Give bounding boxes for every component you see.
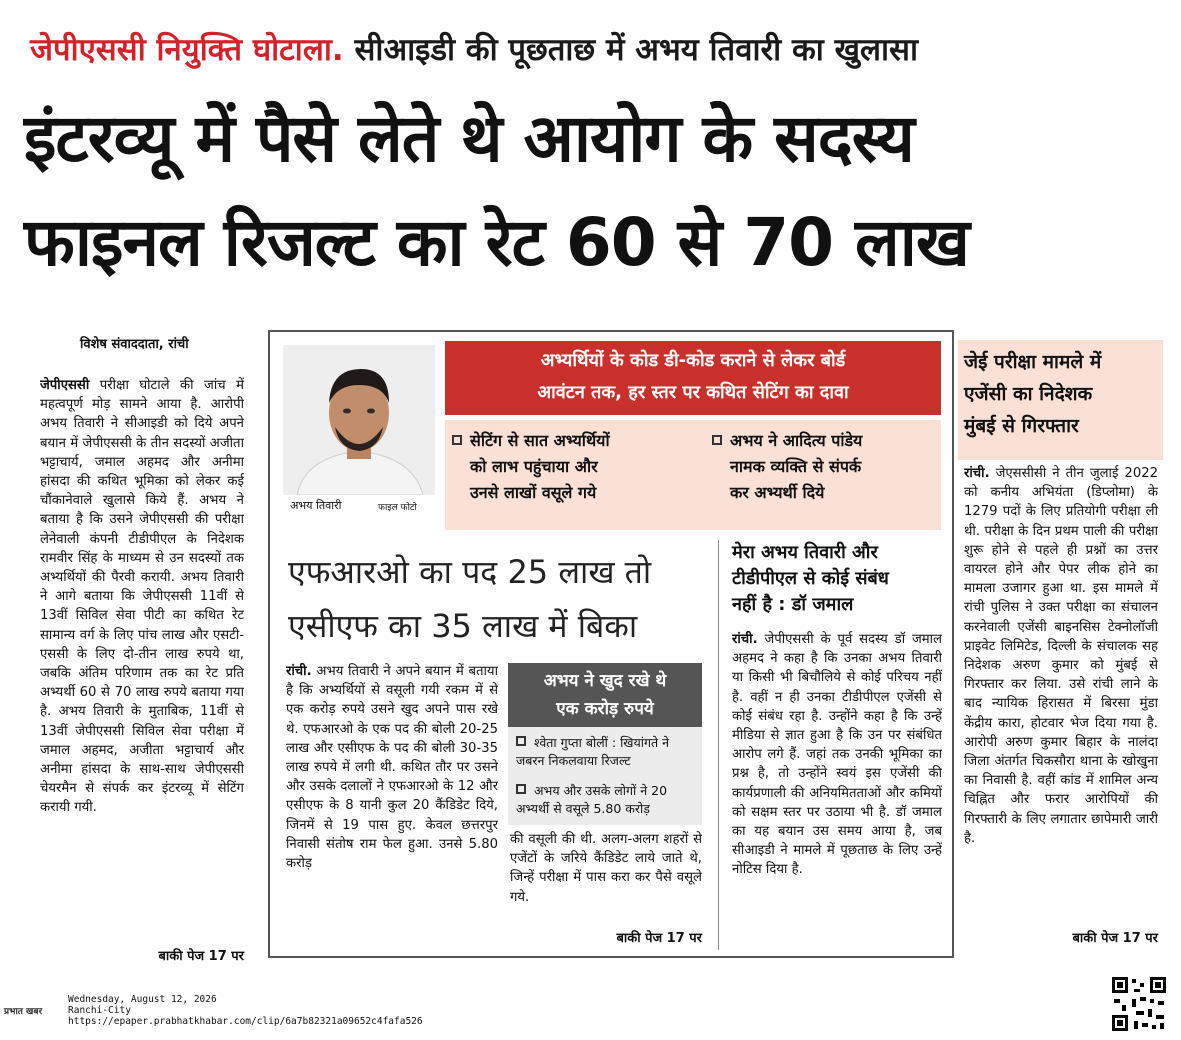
bullet-2-line-2: नामक व्यक्ति से संपर्क (730, 457, 862, 476)
bullet-square-icon (452, 435, 462, 445)
right-headline (964, 346, 1160, 442)
clip-date: Wednesday, August 12, 2026 (68, 994, 217, 1005)
right-story-body (964, 464, 1158, 940)
banner-line-1: अभ्यर्थियों के कोड डी-कोड कराने से लेकर बोर्ड (540, 350, 846, 371)
subhead-line-2: एसीएफ का 35 लाख में बिका (288, 607, 638, 645)
kicker-line (30, 28, 918, 70)
center-story-tail: की वसूली की थी. अलग-अलग शहरों से एजेंटों के जरिये कैंडिडेट लाये जाते थे, जिन्हें परीक्षा में पास करा कर पैसे वसूले गये. (510, 832, 702, 905)
subhead (288, 545, 651, 653)
jamal-head-line-3: नहीं है : डॉ जमाल (732, 594, 854, 615)
jamal-dateline: रांची. (732, 632, 758, 647)
right-head-line-3: मुंबई से गिरफ्तार (964, 415, 1079, 437)
center-story-text: अभय तिवारी ने अपने बयान में बताया है कि अभ्यर्थियों से वसूली गयी रकम में से एक करोड़ रुपये उसने खुद अपने पास रखे थे. एफआरओ के एक पद की बोली 20-25 लाख और एसीएफ के पद की बोली 30-35 लाख रुपये में लगी थी. कथित तौर पर उसने और उसके दलालों ने एफआरओ के 12 और एसीएफ के 8 यानी कुल 20 कैंडिडेट दिये, जिनमें से 19 पास हुए. केवल छत्तरपुर निवासी संतोष राम फेल हुआ. उनसे 5.80 करोड़ (286, 664, 498, 872)
headline-line-1: इंटरव्यू में पैसे लेते थे आयोग के सदस्य (24, 100, 914, 177)
grey-head-line-2: एक करोड़ रुपये (556, 699, 654, 719)
center-story-body (286, 662, 498, 948)
jamal-headline (732, 540, 942, 618)
kicker-red: जेपीएससी नियुक्ति घोटाला. (30, 32, 344, 68)
clip-edition: Ranchi-City (68, 1005, 131, 1016)
photo-credit: फाइल फोटो (378, 503, 417, 513)
photo-caption: अभय तिवारी (290, 499, 342, 512)
clip-url: https://epaper.prabhatkhabar.com/clip/6a7b82321a09652c4fafa526 (68, 1016, 423, 1027)
grey-head-line-1: अभय ने खुद रखे थे (543, 671, 667, 691)
grey-bullet-2: अभय और उसके लोगों ने 20 अभ्यर्थी से वसूले 5.80 करोड़ (516, 783, 668, 816)
left-article-body (40, 376, 244, 940)
clip-info (68, 994, 423, 1027)
jamal-head-line-1: मेरा अभय तिवारी और (732, 542, 878, 563)
bullet-square-icon (516, 784, 526, 794)
byline: विशेष संवाददाता, रांची (80, 337, 189, 352)
red-banner (445, 341, 941, 415)
qr-code-icon[interactable] (1110, 975, 1168, 1033)
jamal-text: जेपीएससी के पूर्व सदस्य डॉ जमाल अहमद ने कहा है कि उनका अभय तिवारी या किसी भी बिचौलिये से कोई परिचय नहीं है. वहीं न ही उनका टीडीपीएल एजेंसी से कोई संबंध रहा है. उन्होंने कहा है कि उन्हें मीडिया से ज्ञात हुआ है कि उन पर संबंधित आरोप लगे हैं. जहां तक उनकी भूमिका का प्रश्न है, तो उन्होंने स्वयं इस एजेंसी की कार्यप्रणाली की अनियमितताओं और कमियों को सक्षम स्तर पर उठाया भी है. डॉ जमाल का यह बयान उस समय आया है, जब सीआइडी ने मामले में पूछताछ के लिए उन्हें नोटिस दिया है. (732, 632, 942, 878)
bullet-square-icon (712, 435, 722, 445)
bullet-2 (712, 428, 936, 506)
bullet-2-line-3: कर अभ्यर्थी दिये (730, 483, 825, 502)
grey-bullet-1: श्वेता गुप्ता बोलीं : खियांगते ने जबरन निकलवाया रिजल्ट (516, 735, 670, 768)
bullet-1-line-3: उनसे लाखों वसूले गये (470, 483, 597, 502)
center-story-dateline: रांची. (286, 664, 312, 679)
left-continued: बाकी पेज 17 पर (158, 949, 244, 964)
kicker-black: सीआइडी की पूछताछ में अभय तिवारी का खुलासा (354, 32, 919, 68)
left-body-text: परीक्षा घोटाले की जांच में महत्वपूर्ण मोड़ सामने आया है. आरोपी अभय तिवारी ने सीआइडी को दिये अपने बयान में जेपीएससी के तीन सदस्यों अजीता भट्टाचार्य, जमाल अहमद और अनीमा हांसदा की कथित भूमिका को लेकर कई चौंकानेवाले खुलासे किये हैं. अभय ने बताया है कि उसने जेपीएससी की परीक्षा लेनेवाली कंपनी टीडीपीएल के निदेशक रामवीर सिंह के माध्यम से उन सदस्यों तक अभ्यर्थियों की पैरवी करायी. अभय तिवारी ने आगे बताया कि जेपीएससी 11वीं से 13वीं सिविल सेवा पीटी का कथित रेट सामान्य वर्ग के लिए पांच लाख और एसटी-एससी के लिए दो-तीन लाख रुपये था, जबकि अंतिम परिणाम तक का रेट प्रति अभ्यर्थी 60 से 70 लाख रुपये बताया गया है. अभय तिवारी के मुताबिक, 11वीं से 13वीं जेपीएससी सिविल सेवा परीक्षा में जमाल अहमद, अजीता भट्टाचार्य और अनीमा हांसदा के साथ-साथ जेपीएससी चेयरमैन से संपर्क कर इंटरव्यू में सेटिंग करायी गयी. (40, 378, 244, 816)
left-lead-word: जेपीएससी (40, 378, 90, 393)
right-dateline: रांची. (964, 466, 990, 481)
bullet-1-line-1: सेटिंग से सात अभ्यर्थियों (470, 431, 610, 450)
subhead-line-1: एफआरओ का पद 25 लाख तो (288, 553, 652, 591)
bullet-2-line-1: अभय ने आदित्य पांडेय (730, 431, 863, 450)
center-continued: बाकी पेज 17 पर (616, 931, 702, 946)
banner-line-2: आवंटन तक, हर स्तर पर कथित सेटिंग का दावा (537, 382, 849, 403)
grey-box-head (508, 663, 702, 727)
right-head-line-1: जेई परीक्षा मामले में (964, 351, 1102, 373)
portrait-image (283, 345, 435, 495)
portrait-photo (283, 345, 435, 495)
prabhat-khabar-logo: प्रभात खबर (4, 1007, 43, 1017)
jamal-story-body (732, 630, 942, 946)
right-continued: बाकी पेज 17 पर (1072, 931, 1158, 946)
right-head-line-2: एजेंसी का निदेशक (964, 383, 1093, 405)
right-text: जेएससीसी ने तीन जुलाई 2022 को कनीय अभियंता (डिप्लोमा) के 1279 पदों के लिए प्रतियोगी परीक्षा ली थी. परीक्षा के दिन प्रथम पाली की परीक्षा शुरू होने से पहले ही प्रश्नों का उत्तर वायरल होने और पेपर लीक होने का मामला उजागर हुआ था. इस मामले में रांची पुलिस ने उक्त परीक्षा का संचालन करनेवाली एजेंसी बाइनसिस टेक्नोलॉजी प्राइवेट लिमिटेड, दिल्ली के संचालक सह निदेशक अरुण कुमार को मुंबई से गिरफ्तार कर लिया. उसे रांची लाने के बाद न्यायिक हिरासत में बिरसा मुंडा केंद्रीय कारा, होटवार भेज दिया गया है. आरोपी अरुण कुमार बिहार के नालंदा जिला अंतर्गत चिकसौरा थाना के खोखुना का निवासी है. वहीं कांड में शामिल अन्य चिह्नित और फरार आरोपियों की गिरफ्तारी के लिए लगातार छापेमारी जारी है. (964, 466, 1158, 846)
bullet-1 (452, 428, 692, 506)
bullet-1-line-2: को लाभ पहुंचाया और (470, 457, 598, 476)
jamal-head-line-2: टीडीपीएल से कोई संबंध (732, 568, 889, 589)
headline-line-2: फाइनल रिजल्ट का रेट 60 से 70 लाख (24, 204, 969, 281)
column-rule (718, 540, 719, 950)
bullet-square-icon (516, 736, 526, 746)
